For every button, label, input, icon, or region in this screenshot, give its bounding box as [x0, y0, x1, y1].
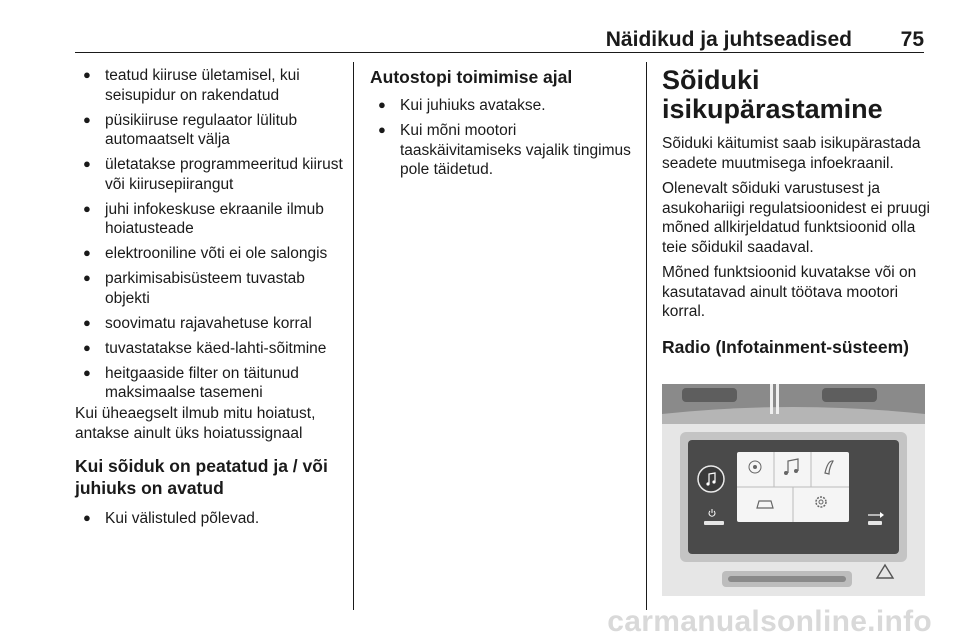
- list-item: ● ületatakse programmeeritud kiirust või kiirusepiirangut: [75, 155, 345, 194]
- section-heading: Radio (Infotainment-süsteem): [662, 336, 909, 357]
- paragraph: Kui üheaegselt ilmub mitu hoiatust, antakse ainult üks hoiatussignaal: [75, 405, 316, 442]
- list-item: ● heitgaaside filter on täitunud maksimaalse tasemeni: [75, 364, 345, 403]
- list-item: ● elektrooniline võti ei ole salongis: [75, 244, 345, 264]
- list-item: ● juhi infokeskuse ekraanile ilmub hoiatusteade: [75, 200, 345, 239]
- list-item: ● parkimisabisüsteem tuvastab objekti: [75, 269, 345, 308]
- paragraph: Sõiduki käitumist saab isikupärastada seadete muutmisega infoekraanil.: [662, 135, 921, 172]
- header-rule: [75, 52, 924, 53]
- autostop-list: [370, 96, 640, 180]
- list-item: ● tuvastatakse käed-lahti-sõitmine: [75, 339, 345, 359]
- list-item: ● Kui välistuled põlevad.: [75, 509, 345, 529]
- list-item: ● püsikiiruse regulaator lülitub automaatselt välja: [75, 111, 345, 150]
- section-heading: Kui sõiduk on peatatud ja / või juhiuks on avatud: [75, 456, 328, 498]
- column-1: [75, 66, 345, 534]
- column-divider-2: [646, 62, 647, 610]
- list-item: ● soovimatu rajavahetuse korral: [75, 314, 345, 334]
- page-number: 75: [900, 28, 924, 51]
- lights-list: [75, 509, 345, 529]
- chapter-title: Sõiduki isikupärastamine: [662, 65, 883, 124]
- warning-list: [75, 66, 345, 403]
- list-item: ● teatud kiiruse ületamisel, kui seisupidur on rakendatud: [75, 66, 345, 105]
- section-heading: Autostopi toimimise ajal: [370, 67, 573, 87]
- column-divider-1: [353, 62, 354, 610]
- infotainment-illustration: [662, 384, 925, 596]
- column-3: [662, 66, 932, 368]
- column-2: [370, 66, 640, 185]
- paragraph: Mõned funktsioonid kuvatakse või on kasutatavad ainult töötava mootori korral.: [662, 264, 917, 320]
- list-item: ● Kui juhiuks avatakse.: [370, 96, 640, 116]
- watermark: carmanualsonline.info: [607, 605, 932, 638]
- paragraph: Olenevalt sõiduki varustusest ja asukohariigi regulatsioonidest ei pruugi mõned allkirjeldatud funktsioonid olla teie sõidukil saadaval.: [662, 180, 930, 256]
- page-header-title: Näidikud ja juhtseadised: [605, 28, 852, 51]
- list-item: ● Kui mõni mootori taaskäivitamiseks vajalik tingimus pole täidetud.: [370, 121, 640, 180]
